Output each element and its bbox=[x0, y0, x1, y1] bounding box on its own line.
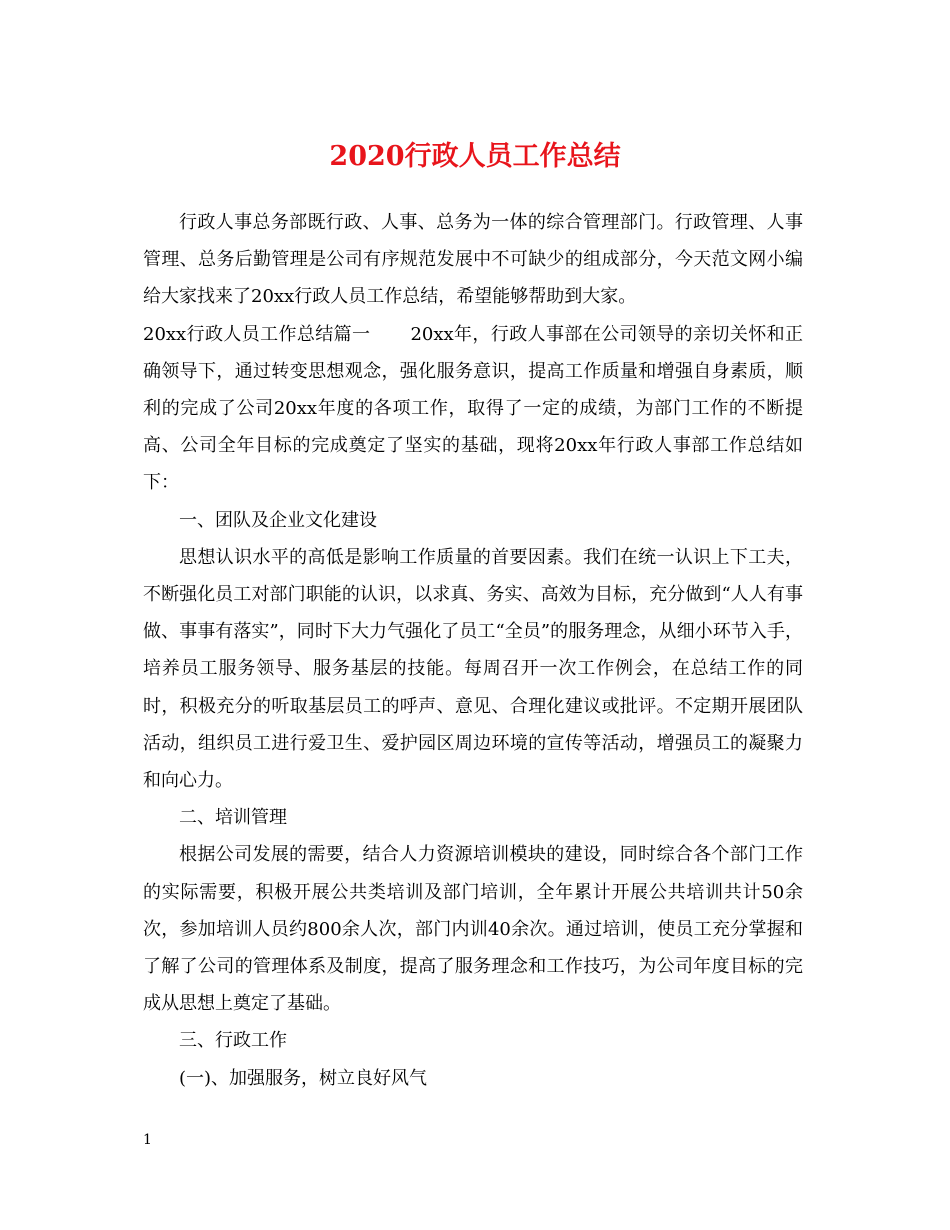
document-title: 2020行政人员工作总结 bbox=[329, 141, 621, 172]
section-paragraph-1 bbox=[143, 316, 803, 502]
heading-1-paragraph: 思想认识水平的高低是影响工作质量的首要因素。我们在统一认识上下工夫，不断强化员工对部门职能的认识，以求真、务实、高效为目标，充分做到“人人有事做、事事有落实”，同时下大力气强化了员工“全员”的服务理念，从细小环节入手，培养员工服务领导、服务基层的技能。每周召开一次工作例会，在总结工作的同时，积极充分的听取基层员工的呼声、意见、合理化建议或批评。不定期开展团队活动，组织员工进行爱卫生、爱护园区周边环境的宣传等活动，增强员工的凝聚力和向心力。 bbox=[143, 546, 803, 792]
heading-3-subheading: (一)、加强服务，树立良好风气 bbox=[179, 1067, 428, 1089]
page-number: 1 bbox=[143, 1132, 152, 1148]
heading-1: 一、团队及企业文化建设 bbox=[179, 509, 377, 531]
document-body bbox=[143, 204, 803, 1097]
heading-3: 三、行政工作 bbox=[179, 1030, 287, 1052]
heading-2: 二、培训管理 bbox=[179, 807, 287, 829]
section-text: 20xx年，行政人事部在公司领导的亲切关怀和正确领导下，通过转变思想观念，强化服务意识，提高工作质量和增强自身素质，顺利的完成了公司20xx年度的各项工作，取得了一定的成绩，为部门工作的不断提高、公司全年目标的完成奠定了坚实的基础，现将20xx年行政人事部工作总结如下： bbox=[143, 323, 803, 494]
intro-paragraph: 行政人事总务部既行政、人事、总务为一体的综合管理部门。行政管理、人事管理、总务后勤管理是公司有序规范发展中不可缺少的组成部分，今天范文网小编给大家找来了20xx行政人员工作总结，希望能够帮助到大家。 bbox=[143, 212, 803, 308]
heading-2-paragraph: 根据公司发展的需要，结合人力资源培训模块的建设，同时综合各个部门工作的实际需要，积极开展公共类培训及部门培训，全年累计开展公共培训共计50余次，参加培训人员约800余人次，部门内训40余次。通过培训，使员工充分掌握和了解了公司的管理体系及制度，提高了服务理念和工作技巧，为公司年度目标的完成从思想上奠定了基础。 bbox=[143, 844, 803, 1015]
section-label: 20xx行政人员工作总结篇一 bbox=[143, 323, 371, 345]
